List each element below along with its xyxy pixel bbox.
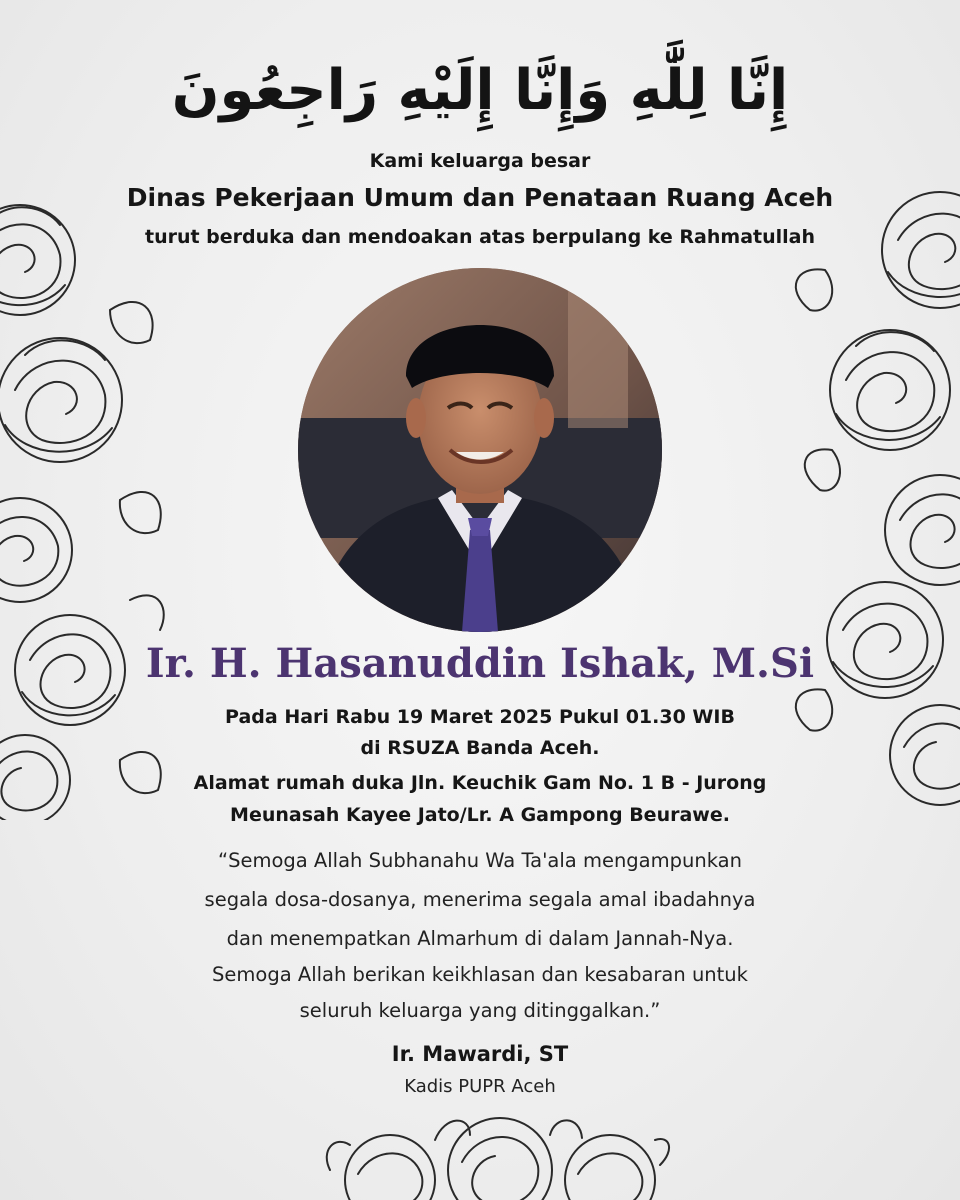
detail-location: di RSUZA Banda Aceh. [360,737,600,759]
detail-date-time: Pada Hari Rabu 19 Maret 2025 Pukul 01.30 WIB [225,706,735,728]
signer-title: Kadis PUPR Aceh [404,1076,556,1097]
quote-line-2: segala dosa-dosanya, menerima segala amal ibadahnya [204,888,756,911]
intro-line: Kami keluarga besar [369,150,591,172]
portrait-illustration [298,268,662,632]
arabic-calligraphy [171,38,789,143]
quote-line-4: Semoga Allah berikan keikhlasan dan kesabaran untuk [212,963,748,986]
condolence-line: turut berduka dan mendoakan atas berpulang ke Rahmatullah [144,226,816,248]
portrait-photo [298,268,662,632]
signer-name: Ir. Mawardi, ST [391,1042,569,1066]
quote-line-3: dan menempatkan Almarhum di dalam Jannah-Nya. [226,927,734,950]
calligraphy-text: إِنَّا لِلَّٰهِ وَإِنَّا إِلَيْهِ رَاجِعُونَ [171,58,789,123]
rose-outline-icon [320,1110,680,1200]
organization-name: Dinas Pekerjaan Umum dan Penataan Ruang Aceh [126,183,834,212]
quote-line-5: seluruh keluarga yang ditinggalkan.” [299,999,661,1022]
detail-address-1: Alamat rumah duka Jln. Keuchik Gam No. 1 B - Jurong [193,772,767,794]
floral-decoration-bottom [320,1110,680,1200]
detail-address-2: Meunasah Kayee Jato/Lr. A Gampong Beurawe. [230,804,730,826]
deceased-name: Ir. H. Hasanuddin Ishak, M.Si [145,640,815,687]
quote-line-1: “Semoga Allah Subhanahu Wa Ta'ala mengampunkan [218,849,742,872]
